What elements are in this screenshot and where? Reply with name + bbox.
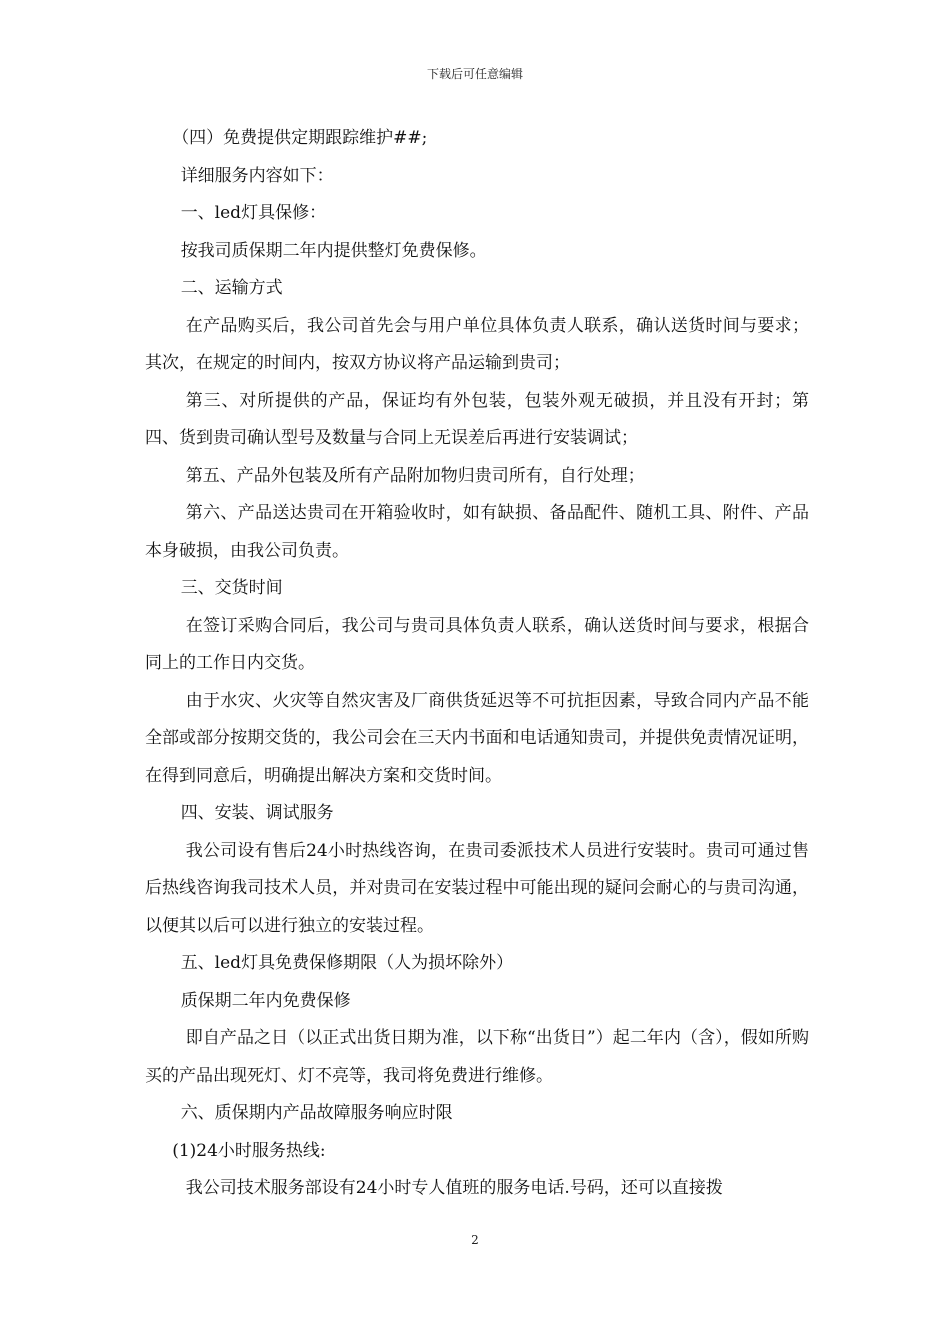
section-heading-warranty-period: 五、led灯具免费保修期限（人为损坏除外） [180,953,514,973]
section-heading-response-time: 六、质保期内产品故障服务响应时限 [180,1103,453,1123]
paragraph-warranty-period-title: 质保期二年内免费保修 [180,990,351,1011]
paragraph-transport-3: 第五、产品外包装及所有产品附加物归贵司所有，自行处理； [185,465,645,486]
section-heading-transport: 二、运输方式 [180,278,283,298]
paragraph-hotline-heading: (1)24小时服务热线: [172,1140,326,1161]
paragraph-delivery-1: 在签订采购合同后，我公司与贵司具体负责人联系，确认送货时间与要求，根据合同上的工作日内交货。 [145,615,809,673]
paragraph-service-details-heading: 详细服务内容如下： [180,165,334,186]
paragraph-installation: 我公司设有售后24小时热线咨询，在贵司委派技术人员进行安装时。贵司可通过售后热线咨询我司技术人员，并对贵司在安装过程中可能出现的疑问会耐心的与贵司沟通，以便其以后可以进行独立的安装过程。 [145,840,809,936]
paragraph-warranty: 按我司质保期二年内提供整灯免费保修。 [180,240,487,261]
paragraph-free-maintenance: （四）免费提供定期跟踪维护##; [172,128,428,148]
page-header: 下载后可任意编辑 [426,67,523,81]
section-heading-warranty: 一、led灯具保修： [180,203,327,223]
paragraph-transport-1: 在产品购买后，我公司首先会与用户单位具体负责人联系，确认送货时间与要求；其次，在规定的时间内，按双方协议将产品运输到贵司； [145,315,809,373]
paragraph-transport-4: 第六、产品送达贵司在开箱验收时，如有缺损、备品配件、随机工具、附件、产品本身破损，由我公司负责。 [145,503,809,561]
paragraph-hotline: 我公司技术服务部设有24小时专人值班的服务电话.号码，还可以直接拨 [185,1178,723,1198]
document-body [145,120,809,1208]
paragraph-warranty-period: 即自产品之日（以正式出货日期为准，以下称“出货日”）起二年内（含），假如所购买的产品出现死灯、灯不亮等，我司将免费进行维修。 [145,1028,809,1086]
paragraph-transport-2: 第三、对所提供的产品，保证均有外包装，包装外观无破损，并且没有开封；第四、货到贵司确认型号及数量与合同上无误差后再进行安装调试； [145,390,809,448]
page-number: 2 [471,1233,479,1247]
paragraph-delivery-2: 由于水灾、火灾等自然灾害及厂商供货延迟等不可抗拒因素，导致合同内产品不能全部或部分按期交货的，我公司会在三天内书面和电话通知贵司，并提供免责情况证明，在得到同意后，明确提出解决方案和交货时间。 [145,690,809,786]
section-heading-installation: 四、安装、调试服务 [180,803,334,823]
section-heading-delivery: 三、交货时间 [180,578,283,598]
